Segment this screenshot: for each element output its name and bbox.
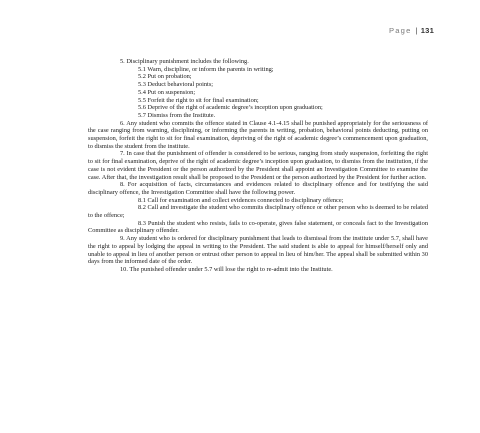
page-header [389,26,434,35]
clause-5-2: 5.2 Put on probation; [138,73,192,81]
clause-5-5: 5.5 Forfeit the right to sit for final examination; [138,96,259,104]
page-separator: | [413,26,420,35]
clause-9: 9. Any student who is ordered for disciplinary punishment that leads to dismissal from the institute under 5.7, shall have the right to appeal by lodging the appeal in writing to the President. The said student is able to appeal for himself/herself only and unable to appeal in lieu of another person or entrust other person to appeal in lieu of him/her. The appeal shall be submitted within 30 days from the informed date of the order. [88,235,428,266]
clause-5-heading: 5. Disciplinary punishment includes the following. [120,58,249,65]
clause-8: 8. For acquisition of facts, circumstances and evidences related to disciplinary offence and for testifying the said disciplinary offence, the Investigation Committee shall have the following power. [88,181,428,196]
clause-10: 10. The punished offender under 5.7 will lose the right to re-admit into the Institute. [120,265,333,273]
clause-5-6: 5.6 Deprive of the right of academic degree’s inception upon graduation; [138,104,323,112]
document-body [88,58,428,274]
clause-5-3: 5.3 Deduct behavioral points; [138,81,214,89]
clause-5-4: 5.4 Put on suspension; [138,88,196,96]
clause-7: 7. In case that the punishment of offender is considered to be serious, ranging from study suspension, forfeiting the right to sit for final examination, deprive of the right of academic degree’s inception upon graduation, to dismiss from the institution, if the case is not evident the President or the person authorized by the President shall appoint an Investigation Committee to examine the case. After that, the investigation result shall be proposed to the President or the person authorized by the President for further action. [88,150,428,181]
clause-8-1: 8.1 Call for examination and collect evidences connected to disciplinary offence; [138,196,344,204]
page-label: Page [388,26,412,35]
clause-8-3: 8.3 Punish the student who resists, fails to co-operate, gives false statement, or conceals fact to the Investigation Committee as disciplinary offender. [88,219,428,235]
clause-5-1: 5.1 Warn, discipline, or inform the parents in writing; [138,65,274,73]
clause-5-7: 5.7 Dismiss from the Institute. [138,111,216,119]
clause-6: 6. Any student who commits the offence stated in Clause 4.1-4.15 shall be punished appropriately for the seriousness of the case ranging from warning, disciplining, or informing the parents in writing, probation, behavioral points deducting, putting on suspension, forfeit the right to sit for final examination, depriving of the right of academic degree’s commencement upon graduation, to dismiss the student from the institute. [88,119,428,150]
clause-8-2: 8.2 Call and investigate the student who commits disciplinary offence or other person who is deemed to be related to the offence; [88,204,428,220]
page-number: 131 [420,26,434,35]
